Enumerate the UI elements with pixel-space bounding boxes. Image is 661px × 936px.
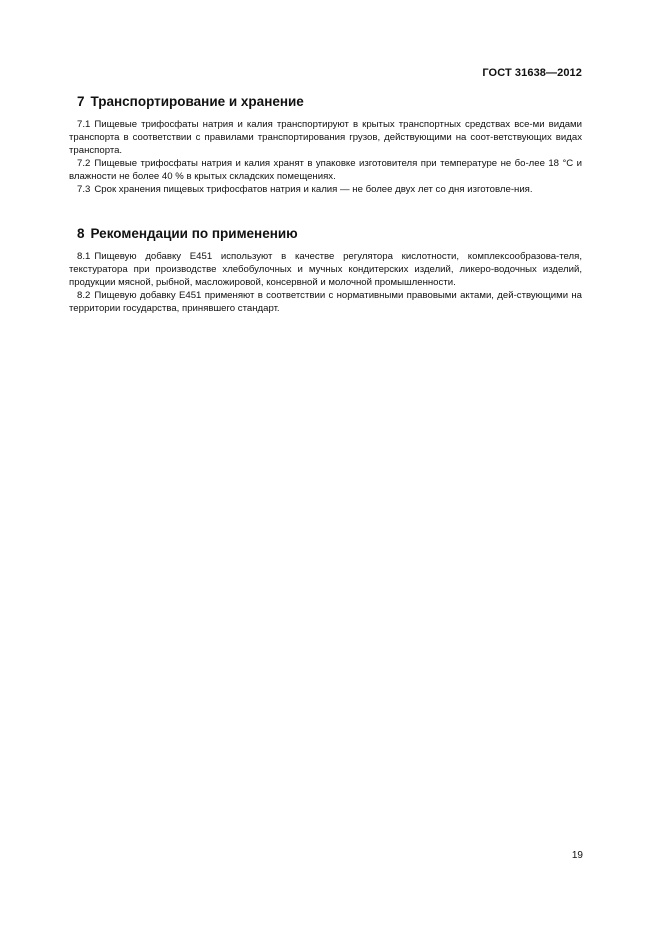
paragraph-7-1 [69, 118, 582, 157]
paragraph-number: 7.2 [77, 158, 91, 169]
document-header-code: ГОСТ 31638—2012 [482, 67, 582, 79]
page-number: 19 [571, 850, 583, 861]
paragraph-number: 7.3 [77, 184, 91, 195]
paragraph-text: Срок хранения пищевых трифосфатов натрия и калия — не более двух лет со дня изготовле-ния. [94, 184, 533, 195]
section-number: 7 [77, 94, 85, 109]
section-recommendations [69, 226, 582, 315]
paragraph-8-1 [69, 250, 582, 289]
paragraph-number: 8.2 [77, 290, 91, 301]
paragraph-text: Пищевые трифосфаты натрия и калия транспортируют в крытых транспортных средствах все-ми видами транспорта в соответствии с правилами транспортирования грузов, действующими на соот-ветствующих видах транспорта. [69, 119, 582, 156]
paragraph-7-3 [69, 183, 582, 196]
section-number: 8 [77, 226, 85, 241]
section-title: Рекомендации по применению [90, 226, 298, 241]
section-heading [77, 226, 582, 241]
paragraph-number: 7.1 [77, 119, 91, 130]
paragraph-text: Пищевую добавку Е451 применяют в соответствии с нормативными правовыми актами, дей-ствующими на территории государства, принявшего стандарт. [69, 290, 582, 314]
paragraph-number: 8.1 [77, 251, 91, 262]
paragraph-text: Пищевые трифосфаты натрия и калия хранят в упаковке изготовителя при температуре не бо-лее 18 °С и влажности не более 40 % в крытых складских помещениях. [69, 158, 582, 182]
section-transport-storage [69, 94, 582, 196]
paragraph-text: Пищевую добавку Е451 используют в качестве регулятора кислотности, комплексообразова-теля, текстуратора при производстве хлебобулочных и мучных кондитерских изделий, ликеро-водочных изделий, продукции мясной, рыбной, масложировой, консервной и молочной промышленности. [69, 251, 582, 288]
section-heading [77, 94, 582, 109]
paragraph-8-2 [69, 289, 582, 315]
paragraph-7-2 [69, 157, 582, 183]
section-title: Транспортирование и хранение [90, 94, 304, 109]
